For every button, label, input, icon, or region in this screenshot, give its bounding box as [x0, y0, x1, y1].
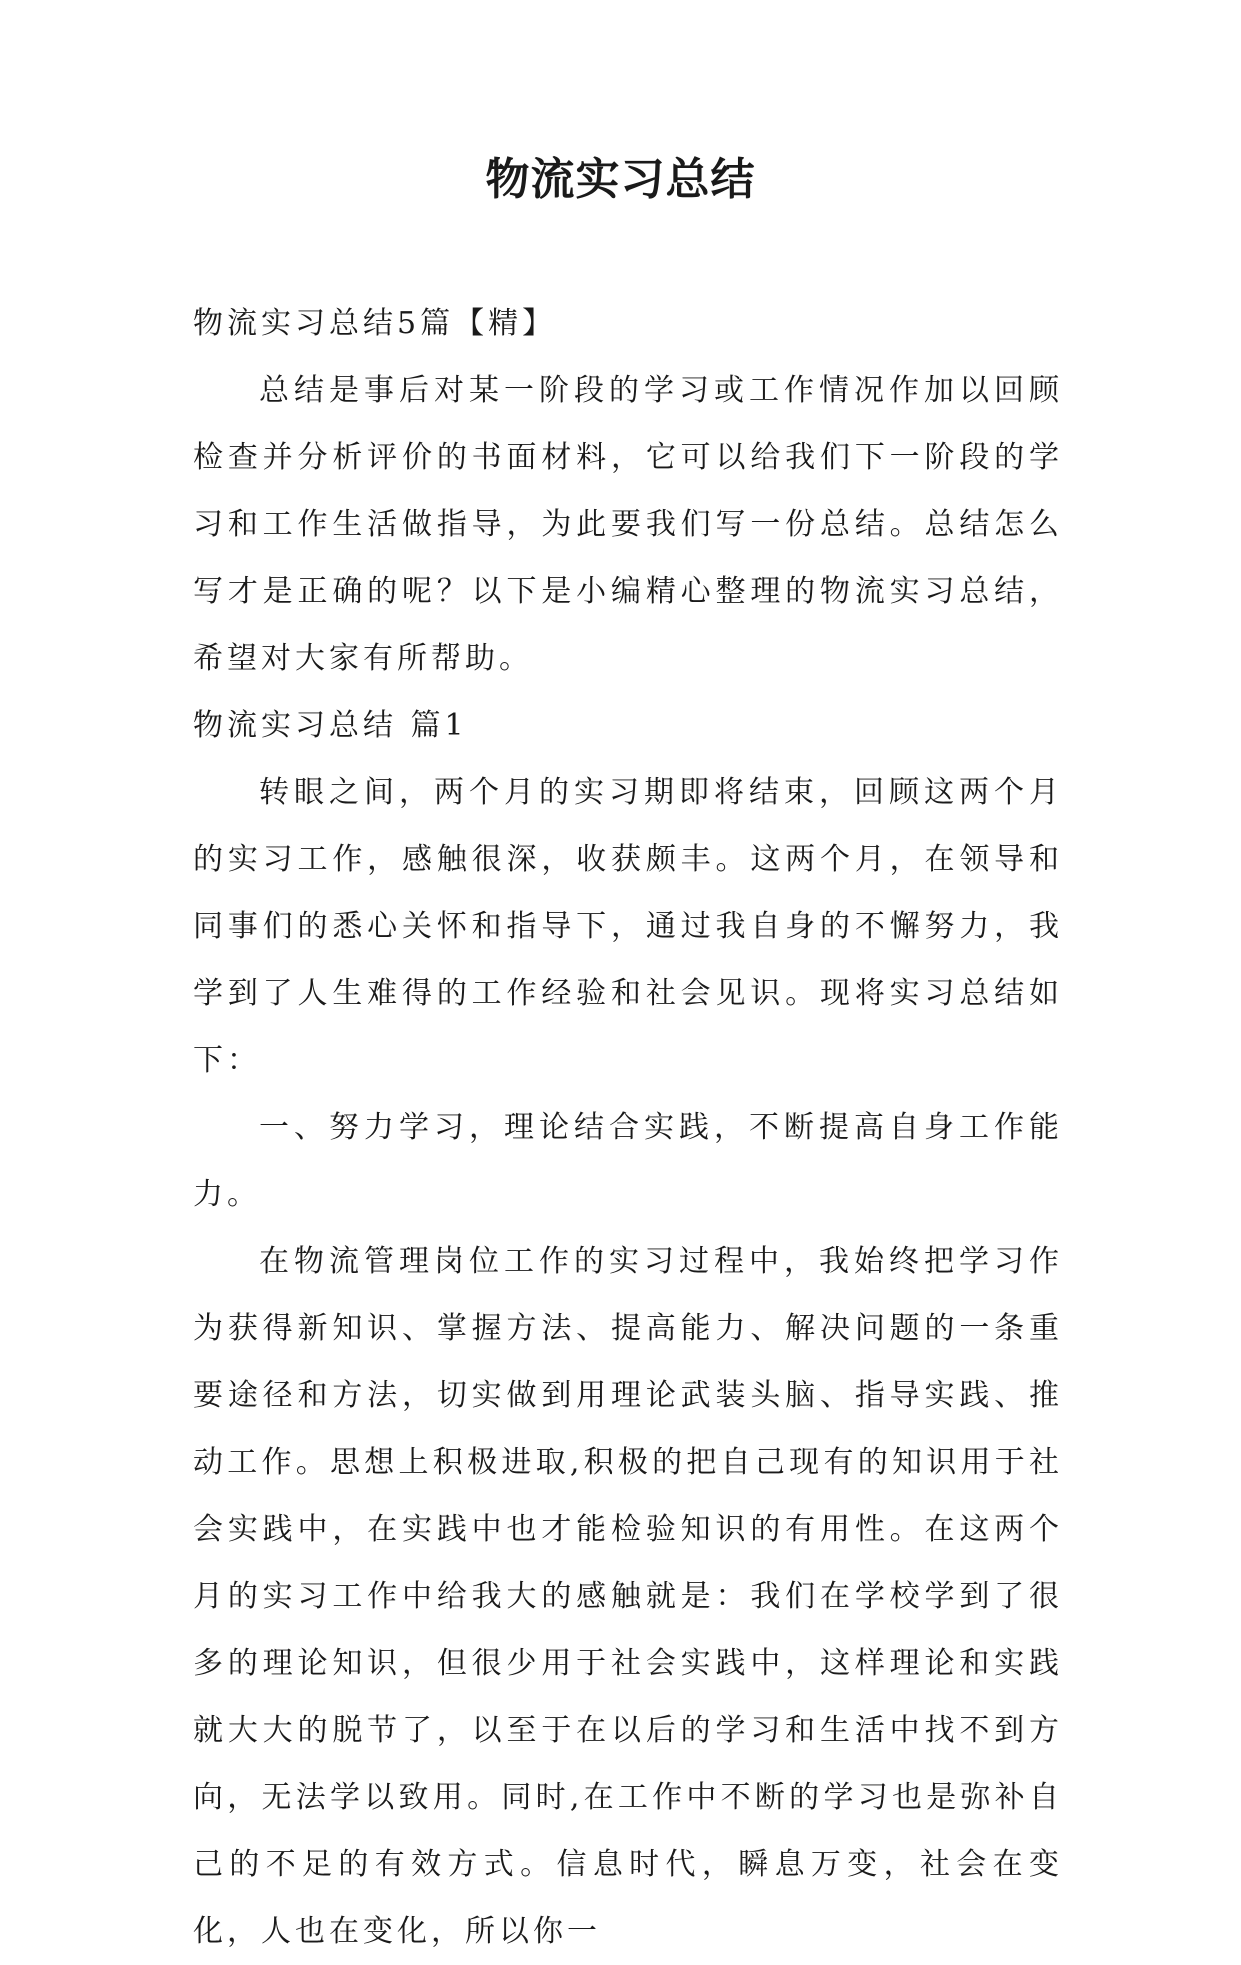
section-heading: 物流实习总结 篇1 [193, 708, 468, 743]
body-paragraph-3: 在物流管理岗位工作的实习过程中，我始终把学习作为获得新知识、掌握方法、提高能力、解决问题的一条重要途径和方法，切实做到用理论武装头脑、指导实践、推动工作。思想上积极进取,积极的把自己现有的知识用于社会实践中，在实践中也才能检验知识的有用性。在这两个月的实习工作中给我大的感触就是：我们在学校学到了很多的理论知识，但很少用于社会实践中，这样理论和实践就大大的脱节了，以至于在以后的学习和生活中找不到方向，无法学以致用。同时,在工作中不断的学习也是弥补自己的不足的有效方式。信息时代，瞬息万变，社会在变化，人也在变化，所以你一 [193, 1244, 1063, 1949]
document-body [193, 290, 1063, 1965]
document-subtitle: 物流实习总结5篇【精】 [193, 306, 557, 341]
body-paragraph-2: 一、努力学习，理论结合实践，不断提高自身工作能力。 [193, 1110, 1063, 1212]
intro-paragraph: 总结是事后对某一阶段的学习或工作情况作加以回顾检查并分析评价的书面材料，它可以给我们下一阶段的学习和工作生活做指导，为此要我们写一份总结。总结怎么写才是正确的呢？以下是小编精心整理的物流实习总结，希望对大家有所帮助。 [193, 373, 1063, 676]
body-paragraph-1: 转眼之间，两个月的实习期即将结束，回顾这两个月的实习工作，感触很深，收获颇丰。这两个月，在领导和同事们的悉心关怀和指导下，通过我自身的不懈努力，我学到了人生难得的工作经验和社会见识。现将实习总结如下： [193, 775, 1063, 1078]
document-title: 物流实习总结 [485, 154, 756, 205]
